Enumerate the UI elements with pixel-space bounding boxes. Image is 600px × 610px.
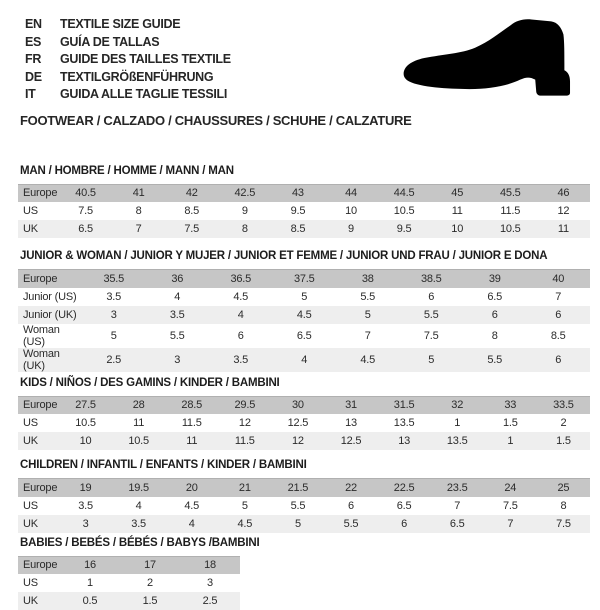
size-cell: 0.5 xyxy=(60,592,120,610)
size-cell: 4 xyxy=(165,515,218,533)
size-cell: 1 xyxy=(431,414,484,432)
row-label: US xyxy=(18,202,59,220)
size-cell: 13 xyxy=(324,414,377,432)
table-row xyxy=(18,574,240,592)
size-cell: 35.5 xyxy=(82,270,146,288)
size-cell: 11 xyxy=(537,220,590,238)
table-row xyxy=(18,414,590,432)
row-label: US xyxy=(18,574,60,592)
size-cell: 18 xyxy=(180,556,240,574)
size-cell: 29.5 xyxy=(218,396,271,414)
size-cell: 9 xyxy=(324,220,377,238)
size-cell: 6 xyxy=(378,515,431,533)
size-cell: 2 xyxy=(120,574,180,592)
lang-title: TEXTILE SIZE GUIDE xyxy=(60,16,590,34)
size-cell: 1 xyxy=(484,432,537,450)
size-cell: 8 xyxy=(218,220,271,238)
lang-code: EN xyxy=(25,16,60,34)
row-label: Woman (US) xyxy=(18,324,82,348)
size-cell: 2.5 xyxy=(82,348,146,372)
size-cell: 7.5 xyxy=(165,220,218,238)
size-cell: 11 xyxy=(431,202,484,220)
section-children xyxy=(18,459,590,533)
row-label: Europe xyxy=(18,270,82,288)
size-cell: 45.5 xyxy=(484,184,537,202)
table-row xyxy=(18,592,240,610)
row-label: US xyxy=(18,497,59,515)
size-cell: 4 xyxy=(146,288,210,306)
size-cell: 13 xyxy=(378,432,431,450)
size-cell: 33 xyxy=(484,396,537,414)
table-row xyxy=(18,202,590,220)
table-row xyxy=(18,306,590,324)
size-cell: 16 xyxy=(60,556,120,574)
size-cell: 4.5 xyxy=(218,515,271,533)
size-cell: 31 xyxy=(324,396,377,414)
size-cell: 25 xyxy=(537,479,590,497)
size-cell: 1.5 xyxy=(484,414,537,432)
size-cell: 28.5 xyxy=(165,396,218,414)
size-cell: 21.5 xyxy=(271,479,324,497)
size-cell: 10.5 xyxy=(59,414,112,432)
table-row xyxy=(18,348,590,372)
size-cell: 21 xyxy=(218,479,271,497)
size-cell: 43 xyxy=(271,184,324,202)
size-cell: 33.5 xyxy=(537,396,590,414)
size-cell: 7.5 xyxy=(400,324,464,348)
size-cell: 11 xyxy=(165,432,218,450)
size-cell: 5.5 xyxy=(463,348,527,372)
size-cell: 39 xyxy=(463,270,527,288)
row-label: Junior (UK) xyxy=(18,306,82,324)
size-table-man xyxy=(18,184,590,239)
size-cell: 9 xyxy=(218,202,271,220)
size-cell: 3 xyxy=(180,574,240,592)
size-cell: 17 xyxy=(120,556,180,574)
size-cell: 8.5 xyxy=(271,220,324,238)
size-cell: 30 xyxy=(271,396,324,414)
size-cell: 5.5 xyxy=(336,288,400,306)
size-cell: 40 xyxy=(527,270,591,288)
size-cell: 7 xyxy=(431,497,484,515)
table-title: CHILDREN / INFANTIL / ENFANTS / KINDER / BAMBINI xyxy=(20,459,590,471)
size-cell: 37.5 xyxy=(273,270,337,288)
size-cell: 7.5 xyxy=(59,202,112,220)
row-label: Europe xyxy=(18,479,59,497)
row-label: Woman (UK) xyxy=(18,348,82,372)
size-cell: 4.5 xyxy=(165,497,218,515)
size-cell: 3.5 xyxy=(209,348,273,372)
size-cell: 42 xyxy=(165,184,218,202)
size-cell: 11.5 xyxy=(165,414,218,432)
size-cell: 28 xyxy=(112,396,165,414)
size-cell: 7 xyxy=(527,288,591,306)
size-cell: 5 xyxy=(82,324,146,348)
size-cell: 4.5 xyxy=(273,306,337,324)
size-cell: 24 xyxy=(484,479,537,497)
table-row xyxy=(18,270,590,288)
lang-code: DE xyxy=(25,69,60,87)
size-cell: 13.5 xyxy=(431,432,484,450)
size-cell: 7.5 xyxy=(484,497,537,515)
size-cell: 1 xyxy=(60,574,120,592)
table-row xyxy=(18,479,590,497)
table-row xyxy=(18,396,590,414)
row-label: Europe xyxy=(18,556,60,574)
size-cell: 3.5 xyxy=(82,288,146,306)
size-cell: 5 xyxy=(336,306,400,324)
size-cell: 6.5 xyxy=(59,220,112,238)
size-cell: 13.5 xyxy=(378,414,431,432)
size-cell: 7 xyxy=(112,220,165,238)
size-cell: 8 xyxy=(537,497,590,515)
size-cell: 6 xyxy=(463,306,527,324)
size-cell: 2 xyxy=(537,414,590,432)
size-cell: 12 xyxy=(218,414,271,432)
shoe-icon xyxy=(396,12,588,106)
size-cell: 10.5 xyxy=(378,202,431,220)
section-junior-woman xyxy=(18,250,590,372)
section-babies xyxy=(18,537,590,610)
size-cell: 5 xyxy=(400,348,464,372)
size-cell: 38 xyxy=(336,270,400,288)
size-cell: 11 xyxy=(112,414,165,432)
lang-code: IT xyxy=(25,86,60,104)
row-label: US xyxy=(18,414,59,432)
size-cell: 6 xyxy=(400,288,464,306)
lang-title: GUÍA DE TALLAS xyxy=(60,34,590,52)
size-cell: 4 xyxy=(209,306,273,324)
size-cell: 4 xyxy=(112,497,165,515)
row-label: UK xyxy=(18,515,59,533)
size-cell: 5.5 xyxy=(324,515,377,533)
table-title: KIDS / NIÑOS / DES GAMINS / KINDER / BAMBINI xyxy=(20,377,590,389)
size-table-children xyxy=(18,478,590,533)
table-row xyxy=(18,497,590,515)
lang-title: GUIDA ALLE TAGLIE TESSILI xyxy=(60,86,590,104)
table-title: JUNIOR & WOMAN / JUNIOR Y MUJER / JUNIOR ET FEMME / JUNIOR UND FRAU / JUNIOR E DONA xyxy=(20,250,590,262)
size-cell: 19.5 xyxy=(112,479,165,497)
size-cell: 1.5 xyxy=(537,432,590,450)
size-cell: 38.5 xyxy=(400,270,464,288)
size-cell: 10 xyxy=(324,202,377,220)
row-label: UK xyxy=(18,592,60,610)
size-cell: 23.5 xyxy=(431,479,484,497)
size-cell: 10 xyxy=(431,220,484,238)
size-cell: 4.5 xyxy=(336,348,400,372)
size-cell: 32 xyxy=(431,396,484,414)
size-cell: 27.5 xyxy=(59,396,112,414)
size-cell: 5 xyxy=(218,497,271,515)
size-cell: 3.5 xyxy=(112,515,165,533)
size-cell: 5 xyxy=(271,515,324,533)
size-cell: 45 xyxy=(431,184,484,202)
size-cell: 5.5 xyxy=(146,324,210,348)
size-cell: 10 xyxy=(59,432,112,450)
size-cell: 5.5 xyxy=(400,306,464,324)
row-label: UK xyxy=(18,432,59,450)
table-row xyxy=(18,515,590,533)
size-cell: 12.5 xyxy=(324,432,377,450)
size-cell: 6 xyxy=(324,497,377,515)
size-cell: 6.5 xyxy=(273,324,337,348)
size-cell: 6 xyxy=(527,348,591,372)
size-cell: 6.5 xyxy=(463,288,527,306)
size-table-kids xyxy=(18,396,590,451)
table-row xyxy=(18,432,590,450)
table-row xyxy=(18,220,590,238)
size-cell: 1.5 xyxy=(120,592,180,610)
size-cell: 7 xyxy=(336,324,400,348)
size-cell: 7.5 xyxy=(537,515,590,533)
size-cell: 4.5 xyxy=(209,288,273,306)
size-table-junior-woman xyxy=(18,269,590,372)
size-cell: 41 xyxy=(112,184,165,202)
size-cell: 3 xyxy=(146,348,210,372)
size-cell: 8.5 xyxy=(527,324,591,348)
size-cell: 6.5 xyxy=(431,515,484,533)
size-cell: 11.5 xyxy=(484,202,537,220)
size-cell: 5.5 xyxy=(271,497,324,515)
size-cell: 36 xyxy=(146,270,210,288)
lang-code: FR xyxy=(25,51,60,69)
table-row xyxy=(18,324,590,348)
category-title: FOOTWEAR / CALZADO / CHAUSSURES / SCHUHE / CALZATURE xyxy=(20,113,590,129)
size-cell: 12 xyxy=(271,432,324,450)
table-title: MAN / HOMBRE / HOMME / MANN / MAN xyxy=(20,165,590,177)
row-label: Europe xyxy=(18,184,59,202)
size-cell: 5 xyxy=(273,288,337,306)
lang-title: GUIDE DES TAILLES TEXTILE xyxy=(60,51,590,69)
size-cell: 3.5 xyxy=(59,497,112,515)
size-cell: 9.5 xyxy=(271,202,324,220)
size-cell: 8 xyxy=(112,202,165,220)
size-cell: 20 xyxy=(165,479,218,497)
size-cell: 6.5 xyxy=(378,497,431,515)
size-cell: 40.5 xyxy=(59,184,112,202)
section-man xyxy=(18,165,590,239)
table-row xyxy=(18,556,240,574)
size-cell: 3 xyxy=(59,515,112,533)
lang-title: TEXTILGRÖßENFÜHRUNG xyxy=(60,69,590,87)
size-cell: 3.5 xyxy=(146,306,210,324)
section-kids xyxy=(18,377,590,451)
size-cell: 31.5 xyxy=(378,396,431,414)
row-label: UK xyxy=(18,220,59,238)
size-cell: 4 xyxy=(273,348,337,372)
size-table-babies xyxy=(18,556,240,610)
size-cell: 22 xyxy=(324,479,377,497)
size-cell: 11.5 xyxy=(218,432,271,450)
size-cell: 19 xyxy=(59,479,112,497)
lang-code: ES xyxy=(25,34,60,52)
size-cell: 9.5 xyxy=(378,220,431,238)
size-cell: 8 xyxy=(463,324,527,348)
size-cell: 10.5 xyxy=(112,432,165,450)
size-cell: 12.5 xyxy=(271,414,324,432)
size-cell: 8.5 xyxy=(165,202,218,220)
table-title: BABIES / BEBÉS / BÉBÉS / BABYS /BAMBINI xyxy=(20,537,590,549)
row-label: Europe xyxy=(18,396,59,414)
row-label: Junior (US) xyxy=(18,288,82,306)
size-cell: 12 xyxy=(537,202,590,220)
table-row xyxy=(18,288,590,306)
size-cell: 2.5 xyxy=(180,592,240,610)
size-cell: 46 xyxy=(537,184,590,202)
size-cell: 42.5 xyxy=(218,184,271,202)
size-cell: 7 xyxy=(484,515,537,533)
size-cell: 22.5 xyxy=(378,479,431,497)
size-cell: 10.5 xyxy=(484,220,537,238)
size-cell: 3 xyxy=(82,306,146,324)
size-cell: 6 xyxy=(209,324,273,348)
size-cell: 44.5 xyxy=(378,184,431,202)
size-cell: 36.5 xyxy=(209,270,273,288)
size-cell: 6 xyxy=(527,306,591,324)
size-cell: 44 xyxy=(324,184,377,202)
table-row xyxy=(18,184,590,202)
